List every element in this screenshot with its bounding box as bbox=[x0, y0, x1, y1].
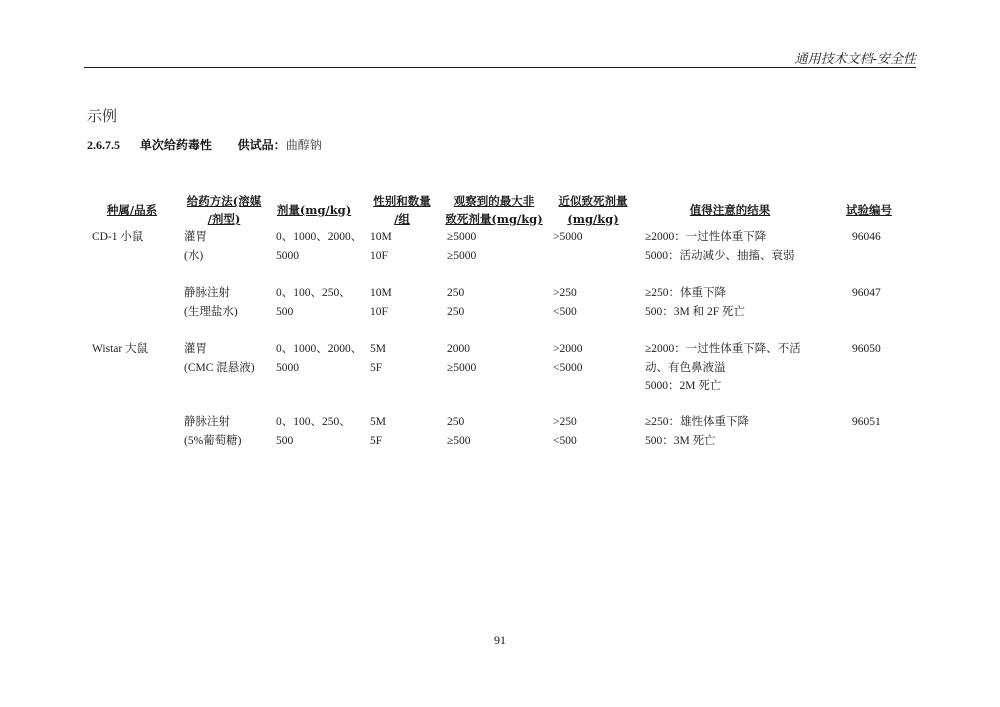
cell-findings bbox=[645, 228, 795, 265]
cell-sex-number bbox=[370, 284, 392, 321]
header-approx-lethal bbox=[550, 192, 636, 228]
sex-number-line: 5M bbox=[370, 416, 386, 428]
header-study-id-text: 试验编号 bbox=[846, 203, 892, 217]
route-line: 静脉注射 bbox=[184, 287, 230, 299]
cell-dose bbox=[276, 413, 351, 450]
cell-study-id: 96050 bbox=[852, 343, 881, 355]
dose-line: 0、1000、2000、 bbox=[276, 231, 363, 243]
header-species bbox=[96, 201, 168, 219]
approx-lethal-line: <500 bbox=[553, 305, 577, 318]
page-number: 91 bbox=[494, 633, 506, 647]
cell-approx-lethal bbox=[553, 228, 583, 247]
cell-sex-number bbox=[370, 413, 386, 450]
cell-findings bbox=[645, 413, 749, 450]
max-nonlethal-line: ≥500 bbox=[447, 434, 471, 447]
header-divider bbox=[84, 67, 916, 68]
header-findings bbox=[670, 201, 790, 219]
route-line: 灌胃 bbox=[184, 343, 207, 355]
max-nonlethal-line: ≥5000 bbox=[447, 249, 477, 262]
header-max-nonlethal-line1: 观察到的最大非 bbox=[453, 194, 535, 208]
section-label: 示例 bbox=[87, 107, 118, 125]
header-sex-number-line2: /组 bbox=[394, 212, 410, 226]
header-max-nonlethal-line2: 致死剂量(mg/kg) bbox=[445, 212, 543, 226]
cell-species: Wistar 大鼠 bbox=[92, 343, 149, 355]
header-route bbox=[176, 192, 272, 228]
approx-lethal-line: >250 bbox=[553, 416, 577, 428]
cell-approx-lethal bbox=[553, 284, 577, 321]
sex-number-line: 5F bbox=[370, 434, 383, 447]
finding-line: 5000：活动减少、抽搐、衰弱 bbox=[645, 249, 795, 262]
cell-study-id: 96046 bbox=[852, 231, 881, 243]
sex-number-line: 10M bbox=[370, 231, 392, 243]
finding-line: 5000：2M 死亡 bbox=[645, 380, 722, 392]
max-nonlethal-line: 250 bbox=[447, 416, 465, 428]
route-line: (5%葡萄糖) bbox=[184, 434, 242, 447]
header-dose bbox=[274, 201, 354, 219]
section-number: 2.6.7.5 bbox=[87, 138, 120, 152]
finding-line: 动、有色鼻液溢 bbox=[645, 361, 726, 374]
cell-route bbox=[184, 284, 238, 321]
route-line: (生理盐水) bbox=[184, 305, 238, 318]
cell-species: CD-1 小鼠 bbox=[92, 231, 144, 243]
max-nonlethal-line: ≥5000 bbox=[447, 231, 477, 243]
finding-line: 500：3M 和 2F 死亡 bbox=[645, 305, 745, 318]
cell-findings bbox=[645, 340, 801, 396]
cell-sex-number bbox=[370, 228, 392, 265]
cell-max-nonlethal bbox=[447, 228, 476, 265]
dose-line: 0、100、250、 bbox=[276, 287, 351, 299]
approx-lethal-line: <500 bbox=[553, 434, 577, 447]
cell-study-id: 96047 bbox=[852, 287, 881, 299]
cell-approx-lethal bbox=[553, 340, 583, 377]
dose-line: 500 bbox=[276, 305, 294, 318]
cell-dose bbox=[276, 228, 362, 265]
header-approx-lethal-line1: 近似致死剂量 bbox=[558, 194, 628, 208]
header-approx-lethal-line2: (mg/kg) bbox=[567, 212, 619, 226]
approx-lethal-line: >2000 bbox=[553, 343, 583, 355]
dose-line: 0、100、250、 bbox=[276, 416, 351, 428]
route-line: 灌胃 bbox=[184, 231, 207, 243]
cell-max-nonlethal bbox=[447, 413, 471, 450]
approx-lethal-line: >250 bbox=[553, 287, 577, 299]
max-nonlethal-line: 250 bbox=[447, 287, 465, 299]
dose-line: 500 bbox=[276, 434, 294, 447]
document-header-title: 通用技术文档-安全性 bbox=[794, 52, 916, 67]
cell-max-nonlethal bbox=[447, 284, 464, 321]
header-sex-number-line1: 性别和数量 bbox=[373, 194, 431, 208]
route-line: (CMC 混悬液) bbox=[184, 361, 255, 374]
approx-lethal-line: <5000 bbox=[553, 361, 583, 374]
finding-line: ≥2000：一过性体重下降、不活 bbox=[645, 343, 801, 355]
cell-sex-number bbox=[370, 340, 386, 377]
route-line: (水) bbox=[184, 249, 204, 262]
header-species-text: 种属/品系 bbox=[106, 203, 158, 217]
header-dose-text: 剂量(mg/kg) bbox=[276, 203, 352, 217]
sex-number-line: 10F bbox=[370, 249, 388, 262]
header-route-line2: /剂型) bbox=[207, 212, 241, 226]
cell-max-nonlethal bbox=[447, 340, 476, 377]
finding-line: ≥250：体重下降 bbox=[645, 287, 727, 299]
route-line: 静脉注射 bbox=[184, 416, 230, 428]
sex-number-line: 5F bbox=[370, 361, 383, 374]
section-title: 单次给药毒性 bbox=[139, 138, 212, 152]
cell-dose bbox=[276, 284, 351, 321]
dose-line: 5000 bbox=[276, 249, 299, 262]
header-max-nonlethal bbox=[444, 192, 544, 228]
sex-number-line: 10F bbox=[370, 305, 388, 318]
header-study-id bbox=[834, 201, 904, 219]
sex-number-line: 5M bbox=[370, 343, 386, 355]
cell-approx-lethal bbox=[553, 413, 577, 450]
max-nonlethal-line: ≥5000 bbox=[447, 361, 477, 374]
finding-line: ≥250：雄性体重下降 bbox=[645, 416, 750, 428]
finding-line: ≥2000：一过性体重下降 bbox=[645, 231, 767, 243]
header-findings-text: 值得注意的结果 bbox=[689, 203, 771, 217]
max-nonlethal-line: 2000 bbox=[447, 343, 470, 355]
cell-route bbox=[184, 340, 255, 377]
cell-findings bbox=[645, 284, 745, 321]
finding-line: 500：3M 死亡 bbox=[645, 434, 716, 447]
approx-lethal-line: >5000 bbox=[553, 231, 583, 243]
header-sex-number bbox=[364, 192, 440, 228]
cell-route bbox=[184, 413, 242, 450]
cell-route bbox=[184, 228, 207, 265]
cell-study-id: 96051 bbox=[852, 416, 881, 428]
dose-line: 0、1000、2000、 bbox=[276, 343, 363, 355]
max-nonlethal-line: 250 bbox=[447, 305, 465, 318]
header-route-line1: 给药方法(溶媒 bbox=[186, 194, 262, 208]
table-subtitle bbox=[87, 136, 322, 153]
test-article-value: 曲醇钠 bbox=[285, 138, 322, 152]
test-article-label: 供试品： bbox=[237, 138, 286, 152]
cell-dose bbox=[276, 340, 362, 377]
sex-number-line: 10M bbox=[370, 287, 392, 299]
dose-line: 5000 bbox=[276, 361, 299, 374]
